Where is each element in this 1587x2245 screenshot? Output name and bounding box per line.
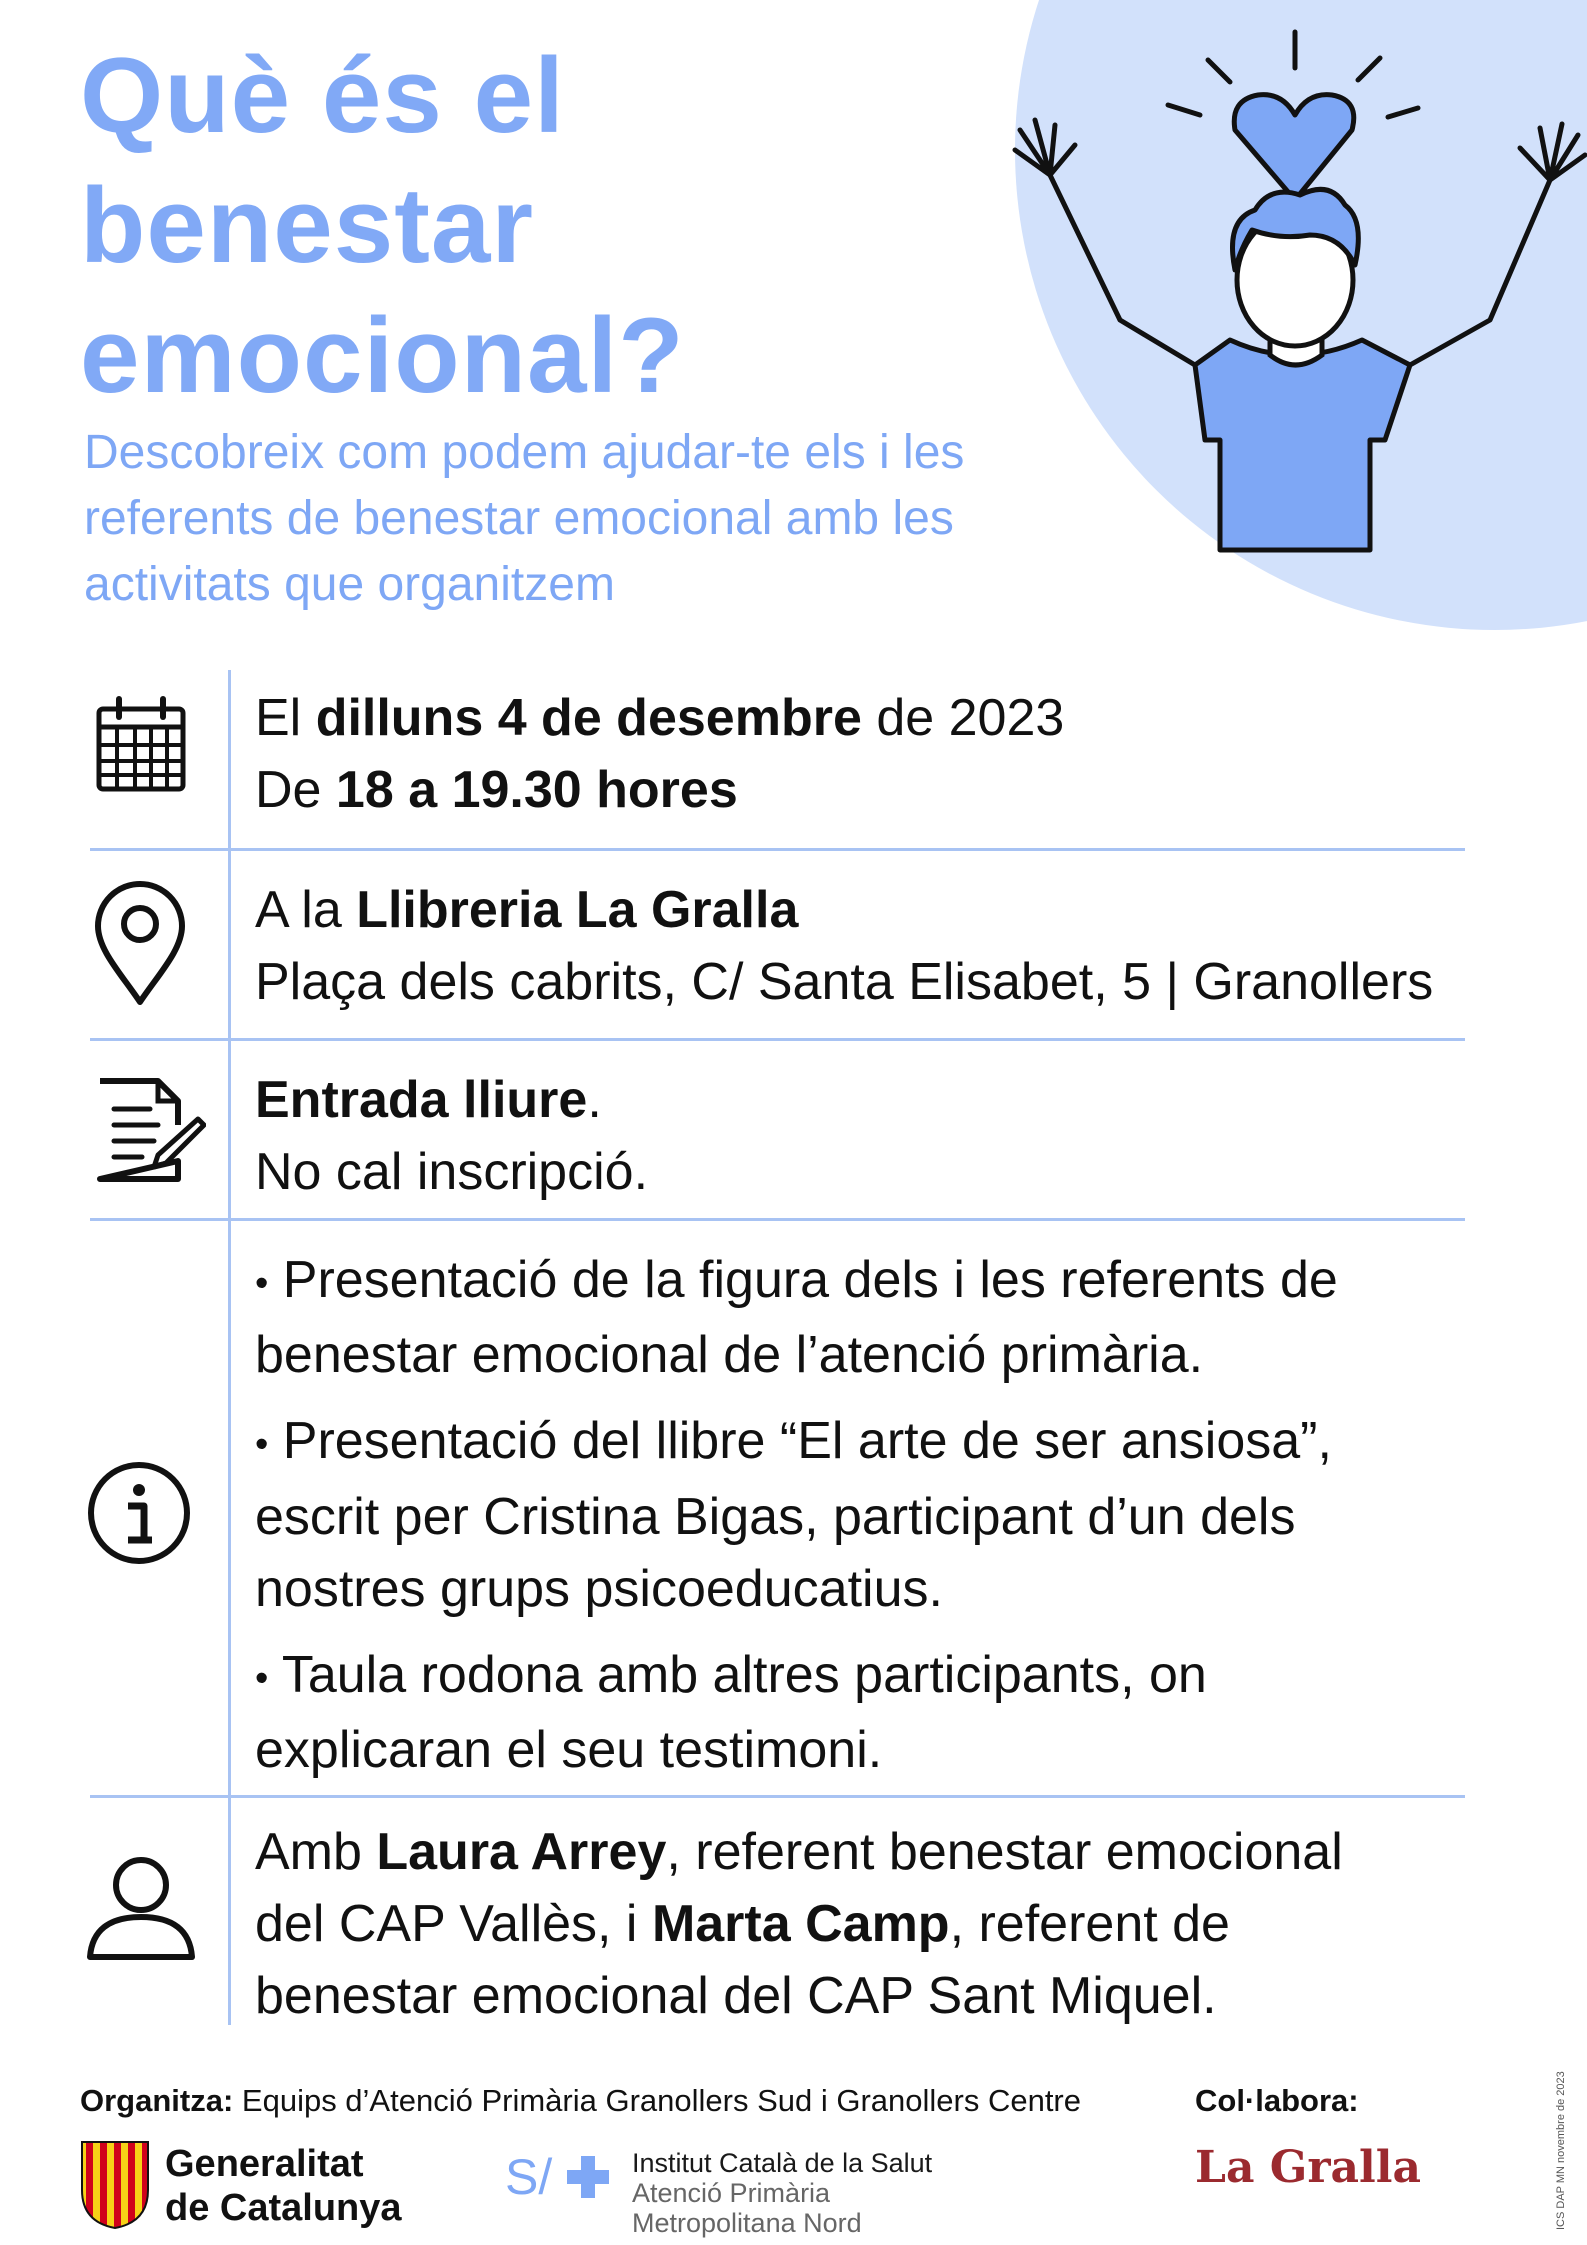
entry-period: . bbox=[587, 1071, 602, 1129]
speaker-role: benestar emocional del CAP Sant Miquel. bbox=[255, 1967, 1217, 2025]
speaker-role: del CAP Vallès, i bbox=[255, 1895, 652, 1953]
date-year: de 2023 bbox=[861, 689, 1065, 747]
organizer-text: Equips d’Atenció Primària Granollers Sud i Granollers Centre bbox=[233, 2083, 1081, 2118]
date-bold: dilluns 4 de desembre bbox=[315, 689, 862, 747]
event-location-text bbox=[255, 874, 1433, 1018]
place-prefix: A la bbox=[255, 881, 357, 939]
speaker-name: Laura Arrey bbox=[376, 1823, 667, 1881]
subtitle-line: activitats que organitzem bbox=[84, 558, 615, 611]
bullet: • bbox=[255, 1423, 269, 1466]
time-bold: 18 a 19.30 hores bbox=[335, 761, 738, 819]
speaker-role: , referent de bbox=[949, 1895, 1230, 1953]
column-divider bbox=[228, 670, 231, 2025]
page-title bbox=[80, 30, 685, 420]
row-divider bbox=[90, 848, 1465, 851]
row-divider bbox=[90, 1038, 1465, 1041]
place-address: Plaça dels cabrits, C/ Santa Elisabet, 5 | Granollers bbox=[255, 953, 1434, 1011]
ics-logo-icon bbox=[505, 2148, 625, 2208]
date-prefix: El bbox=[255, 689, 316, 747]
time-prefix: De bbox=[255, 761, 336, 819]
list-item bbox=[255, 1639, 1338, 1786]
ics-mark-text: S/ bbox=[505, 2149, 553, 2205]
item-text: Presentació de la figura dels i les referents de bbox=[282, 1251, 1338, 1309]
item-text: explicaran el seu testimoni. bbox=[255, 1720, 883, 1779]
la-gralla-logo: La Gralla bbox=[1195, 2142, 1421, 2193]
title-line: emocional? bbox=[80, 295, 685, 415]
bullet: • bbox=[255, 1262, 269, 1305]
list-item bbox=[255, 1405, 1338, 1624]
title-line: Què és el bbox=[80, 35, 565, 155]
speaker-name: Marta Camp bbox=[651, 1895, 950, 1953]
organizer-label: Organitza: bbox=[80, 2083, 234, 2118]
title-line: benestar bbox=[80, 165, 535, 285]
ics-line: Institut Català de la Salut bbox=[632, 2148, 933, 2178]
item-text: Taula rodona amb altres participants, on bbox=[281, 1645, 1207, 1704]
item-text: Presentació del llibre “El arte de ser ansiosa”, bbox=[282, 1412, 1332, 1471]
item-text: nostres grups psicoeducatius. bbox=[255, 1559, 943, 1618]
info-icon bbox=[86, 1460, 192, 1566]
event-date-text bbox=[255, 682, 1064, 826]
person-icon bbox=[85, 1855, 197, 1961]
speaker-role: , referent benestar emocional bbox=[666, 1823, 1343, 1881]
item-text: benestar emocional de l’atenció primària. bbox=[255, 1326, 1204, 1385]
generalitat-wordmark bbox=[165, 2142, 402, 2230]
organizer-line bbox=[80, 2083, 1081, 2119]
bullet: • bbox=[255, 1656, 269, 1699]
ics-line: Metropolitana Nord bbox=[632, 2208, 862, 2238]
item-text: escrit per Cristina Bigas, participant d’un dels bbox=[255, 1487, 1296, 1546]
wordmark-line: Generalitat bbox=[165, 2143, 364, 2185]
subtitle bbox=[84, 420, 1084, 618]
program-list bbox=[255, 1244, 1338, 1786]
speakers-prefix: Amb bbox=[255, 1823, 377, 1881]
entry-bold: Entrada lliure bbox=[255, 1071, 588, 1129]
location-pin-icon bbox=[92, 880, 188, 1008]
row-divider bbox=[90, 1795, 1465, 1798]
place-name: Llibreria La Gralla bbox=[356, 881, 799, 939]
speakers-text bbox=[255, 1816, 1343, 2032]
print-reference-note: ICS DAP MN novembre de 2023 bbox=[1555, 2071, 1567, 2230]
collaborator-label: Col·labora: bbox=[1195, 2083, 1359, 2118]
calendar-icon bbox=[95, 695, 187, 795]
document-edit-icon bbox=[94, 1075, 206, 1187]
wordmark-line: de Catalunya bbox=[165, 2187, 402, 2229]
entry-note: No cal inscripció. bbox=[255, 1143, 649, 1201]
subtitle-line: Descobreix com podem ajudar-te els i les bbox=[84, 426, 965, 479]
list-item bbox=[255, 1244, 1338, 1391]
row-divider bbox=[90, 1218, 1465, 1221]
entry-info-text bbox=[255, 1064, 648, 1208]
subtitle-line: referents de benestar emocional amb les bbox=[84, 492, 954, 545]
ics-line: Atenció Primària bbox=[632, 2178, 831, 2208]
ics-wordmark bbox=[632, 2148, 932, 2238]
generalitat-logo-icon bbox=[80, 2140, 150, 2230]
